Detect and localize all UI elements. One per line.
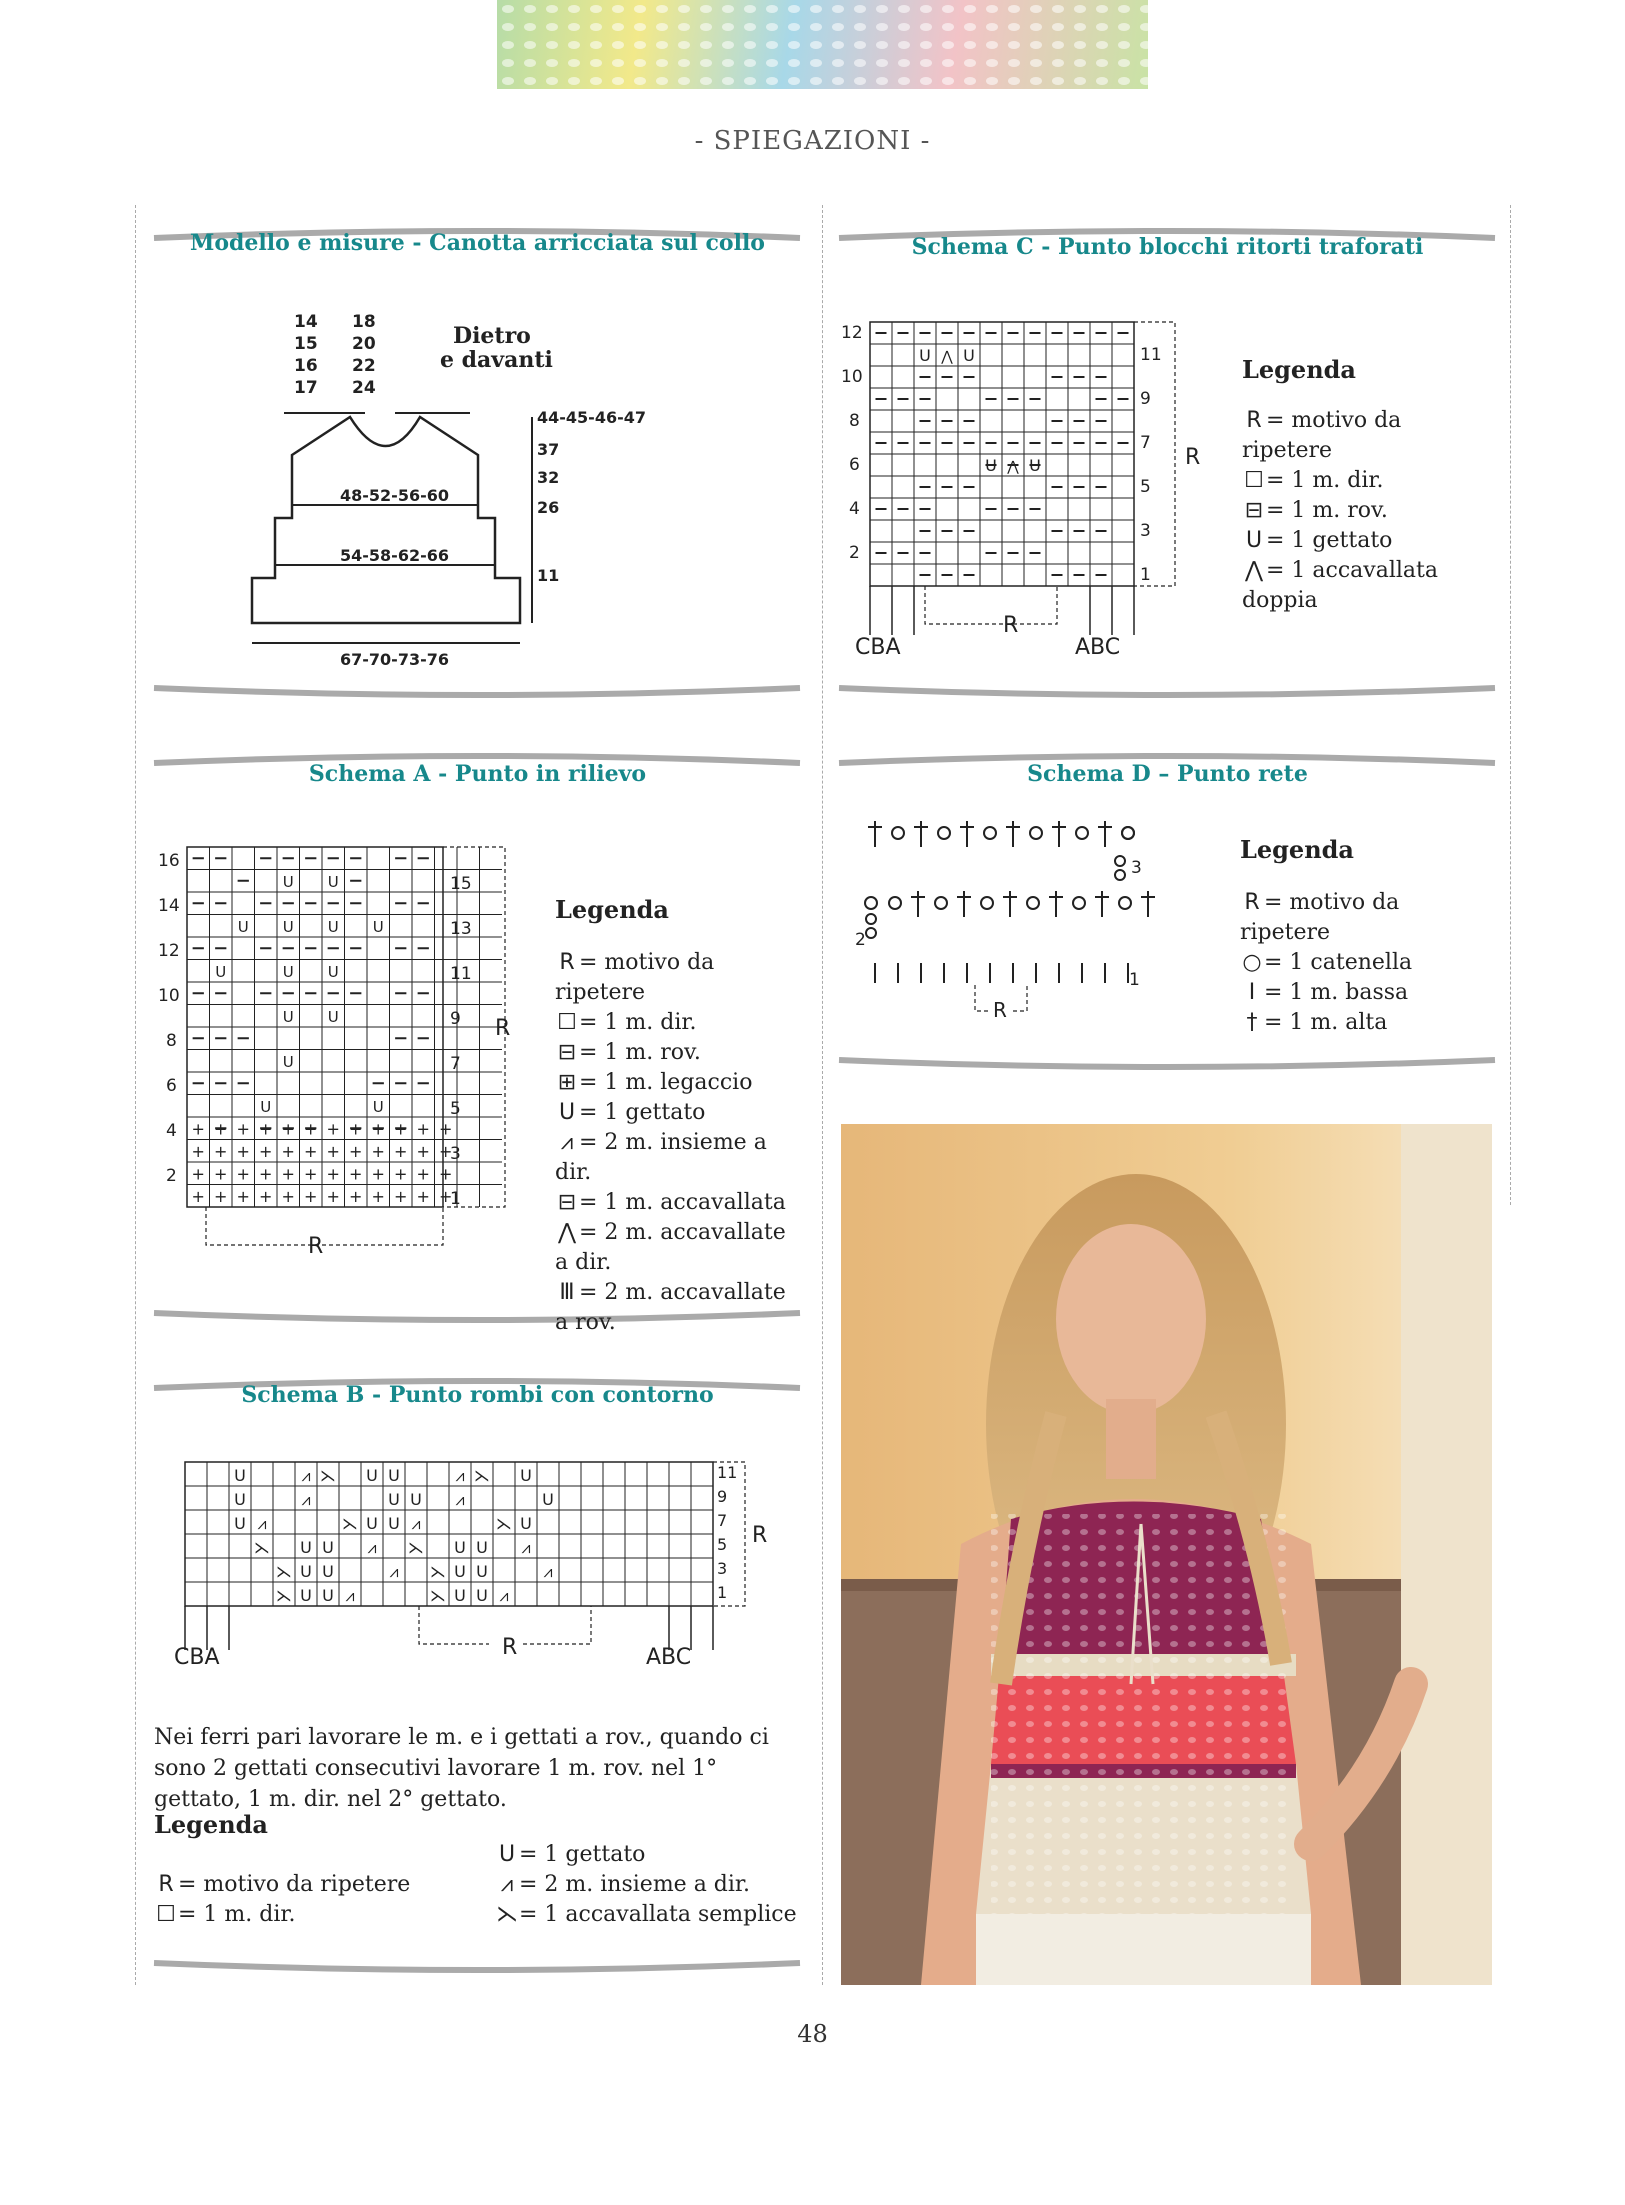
c-legend-item	[1242, 556, 1492, 616]
neck-col1-3: 17	[294, 378, 318, 398]
chain-mark	[938, 827, 950, 839]
stitch-symbol-mark: ⋋	[430, 1586, 446, 1605]
b-repeat-side: R	[752, 1523, 768, 1548]
stitch-symbol-mark: +	[214, 1142, 228, 1162]
c-legend-item	[1242, 526, 1492, 556]
stitch-symbol-mark: +	[236, 1164, 250, 1184]
stitch-symbol-mark: +	[394, 1164, 408, 1184]
c-legend-text: = 1 m. rov.	[1266, 498, 1388, 523]
d-row-3: 3	[1131, 858, 1142, 878]
stitch-symbol-mark: +	[214, 1119, 228, 1139]
neck-col1-1: 15	[294, 334, 318, 354]
neck-col2-2: 22	[352, 356, 376, 376]
stitch-symbol-mark: U	[327, 873, 339, 892]
c-legend-item	[1242, 406, 1492, 466]
d-legend-symbol: ○	[1242, 950, 1262, 975]
schema-d-legend	[1240, 835, 1490, 1038]
stitch-symbol-mark: +	[371, 1164, 385, 1184]
stitch-symbol-mark: +	[349, 1142, 363, 1162]
d-legend-item	[1240, 978, 1490, 1008]
stitch-symbol-mark: U	[282, 918, 294, 937]
stitch-symbol-mark: U	[1029, 456, 1041, 476]
stitch-symbol-mark: +	[214, 1187, 228, 1207]
a-row-2: 2	[166, 1166, 177, 1186]
schema-b-chart	[150, 1450, 805, 1680]
c-row-6: 6	[849, 455, 860, 475]
chain-mark	[889, 897, 901, 909]
b-legend-symbol: ⩘	[500, 1872, 514, 1897]
stitch-symbol-mark: +	[191, 1164, 205, 1184]
b-legend-item	[495, 1840, 805, 1870]
stitch-symbol-mark: +	[191, 1142, 205, 1162]
a-row-6: 6	[166, 1076, 177, 1096]
stitch-symbol-mark: +	[394, 1119, 408, 1139]
stitch-symbol-mark: U	[300, 1538, 312, 1557]
stitch-symbol-mark: U	[366, 1466, 378, 1485]
d-row-1: 1	[1129, 970, 1140, 990]
stitch-symbol-mark: +	[281, 1187, 295, 1207]
a-legend-title: Legenda	[555, 895, 669, 924]
width-mid: 54-58-62-66	[340, 546, 449, 565]
height-11: 11	[537, 566, 560, 585]
a-row-5: 5	[450, 1099, 461, 1119]
stitch-symbol-mark: U	[327, 1008, 339, 1027]
stitch-symbol-mark: U	[300, 1562, 312, 1581]
c-legend-text: = 1 m. dir.	[1266, 468, 1384, 493]
model-title: Modello e misure - Canotta arricciata sul collo	[190, 230, 765, 256]
d-legend-item	[1240, 948, 1490, 978]
a-legend-item	[555, 1038, 805, 1068]
d-repeat: R	[993, 998, 1007, 1022]
c-legend-symbol: ⋀	[1244, 558, 1264, 583]
schema-d-title: Schema D – Punto rete	[1027, 761, 1308, 787]
schema-b-title: Schema B - Punto rombi con contorno	[241, 1382, 714, 1408]
neck-col2-1: 20	[352, 334, 376, 354]
neck-col2-0: 18	[352, 312, 376, 332]
c-legend-item	[1242, 466, 1492, 496]
width-bottom: 67-70-73-76	[340, 650, 449, 669]
stitch-symbol-mark: +	[371, 1187, 385, 1207]
stitch-symbol-mark: U	[520, 1514, 532, 1533]
a-legend-text: = motivo da ripetere	[555, 950, 715, 1005]
stitch-symbol-mark: U	[237, 918, 249, 937]
neck-col1-2: 16	[294, 356, 318, 376]
stitch-symbol-mark: ⩘	[367, 1538, 377, 1557]
stitch-symbol-mark: ⩘	[543, 1562, 553, 1581]
stitch-symbol-mark: U	[476, 1538, 488, 1557]
a-legend-item	[555, 1278, 805, 1338]
chain-mark	[1030, 827, 1042, 839]
a-legend-text: = 1 gettato	[579, 1100, 706, 1125]
stitch-symbol-mark: ⩘	[499, 1586, 509, 1605]
stitch-symbol-mark: +	[304, 1142, 318, 1162]
stitch-symbol-mark: U	[322, 1562, 334, 1581]
stitch-symbol-mark: +	[236, 1187, 250, 1207]
a-legend-item	[555, 1008, 805, 1038]
b-row-7: 7	[717, 1511, 728, 1530]
schema-c-title: Schema C - Punto blocchi ritorti traforati	[911, 234, 1424, 260]
a-legend-text: = 2 m. accavallate a dir.	[555, 1220, 786, 1275]
stitch-symbol-mark: U	[366, 1514, 378, 1533]
d-row-2: 2	[855, 930, 866, 950]
c-legend-symbol: R	[1246, 408, 1262, 433]
side-label-1: Dietro	[453, 323, 531, 349]
stitch-symbol-mark: +	[304, 1164, 318, 1184]
stitch-symbol-mark: +	[416, 1187, 430, 1207]
a-legend-symbol: ⊟	[557, 1190, 577, 1215]
c-repeat-side: R	[1185, 445, 1201, 470]
d-legend-symbol: R	[1244, 890, 1260, 915]
b-cols-left: CBA	[174, 1645, 220, 1670]
c-legend-item	[1242, 496, 1492, 526]
a-legend-symbol: ⩘	[560, 1130, 574, 1155]
chain-mark	[1119, 897, 1131, 909]
c-row-7: 7	[1140, 433, 1151, 453]
c-row-9: 9	[1140, 389, 1151, 409]
a-row-13: 13	[450, 919, 472, 939]
stitch-symbol-mark: +	[281, 1142, 295, 1162]
stitch-symbol-mark: ⋋	[496, 1514, 512, 1533]
a-repeat-bottom: R	[308, 1234, 324, 1259]
guide-line-left	[135, 205, 136, 1985]
stitch-symbol-mark: ⋋	[254, 1538, 270, 1557]
a-row-1: 1	[450, 1189, 461, 1209]
schema-a-chart	[150, 835, 550, 1285]
stitch-symbol-mark: ⩘	[257, 1514, 267, 1533]
stitch-symbol-mark: U	[327, 918, 339, 937]
stitch-symbol-mark: +	[439, 1142, 453, 1162]
d-legend-text: = 1 m. alta	[1264, 1010, 1388, 1035]
stitch-symbol-mark: +	[349, 1164, 363, 1184]
stitch-symbol-mark: +	[439, 1187, 453, 1207]
stitch-symbol-mark: ⩘	[455, 1490, 465, 1509]
c-legend-text: = 1 gettato	[1266, 528, 1393, 553]
chain-mark	[1115, 856, 1125, 866]
neck-col2-3: 24	[352, 378, 376, 398]
a-row-11: 11	[450, 964, 472, 984]
stitch-symbol-mark: U	[282, 1008, 294, 1027]
stitch-symbol-mark: +	[416, 1142, 430, 1162]
b-legend-item	[495, 1870, 805, 1900]
c-row-3: 3	[1140, 521, 1151, 541]
stitch-symbol-mark: U	[388, 1466, 400, 1485]
c-row-2: 2	[849, 543, 860, 563]
schema-b-panel	[150, 1360, 805, 1990]
stitch-symbol-mark: +	[349, 1187, 363, 1207]
stitch-symbol-mark: ⩘	[301, 1466, 311, 1485]
b-legend-text: = 1 m. dir.	[178, 1902, 296, 1927]
chain-mark	[1076, 827, 1088, 839]
a-legend-symbol: Ⅲ	[559, 1280, 575, 1305]
stitch-symbol-mark: +	[281, 1119, 295, 1139]
a-legend-item	[555, 1188, 805, 1218]
stitch-symbol-mark: U	[282, 963, 294, 982]
model-photo	[841, 1124, 1492, 1985]
stitch-symbol-mark: ⋋	[320, 1466, 336, 1485]
chain-mark	[981, 897, 993, 909]
stitch-symbol-mark: +	[259, 1119, 273, 1139]
stitch-symbol-mark: +	[326, 1119, 340, 1139]
stitch-symbol-mark: +	[214, 1164, 228, 1184]
stitch-symbol-mark: +	[439, 1119, 453, 1139]
c-row-4: 4	[849, 499, 860, 519]
stitch-symbol-mark: ⋀	[1007, 459, 1019, 476]
stitch-symbol-mark: +	[416, 1119, 430, 1139]
page-number: 48	[797, 2020, 828, 2048]
d-legend-item	[1240, 1008, 1490, 1038]
c-legend-title: Legenda	[1242, 355, 1356, 384]
schema-d-panel	[835, 735, 1500, 1095]
stitch-symbol-mark: +	[439, 1164, 453, 1184]
stitch-symbol-mark: U	[410, 1490, 422, 1509]
stitch-symbol-mark: U	[454, 1538, 466, 1557]
b-legend-text: = motivo da ripetere	[178, 1872, 411, 1897]
c-cols-right: ABC	[1075, 635, 1121, 660]
b-legend-symbol: ☐	[156, 1902, 176, 1927]
chain-mark	[892, 827, 904, 839]
d-legend-symbol: I	[1248, 980, 1256, 1005]
stitch-symbol-mark: +	[236, 1119, 250, 1139]
stitch-symbol-mark: ⩘	[455, 1466, 465, 1485]
b-legend-item	[154, 1870, 474, 1900]
c-legend-symbol: U	[1245, 528, 1263, 553]
b-cols-right: ABC	[646, 1645, 692, 1670]
a-row-8: 8	[166, 1031, 177, 1051]
c-cols-left: CBA	[855, 635, 901, 660]
model-schematic	[240, 305, 720, 685]
header-yarn-image	[497, 0, 1148, 89]
stitch-symbol-mark: +	[304, 1187, 318, 1207]
a-legend-item	[555, 948, 805, 1008]
stitch-symbol-mark: U	[963, 346, 975, 366]
stitch-symbol-mark: U	[388, 1514, 400, 1533]
b-legend-text: = 1 accavallata semplice	[519, 1902, 797, 1927]
c-row-1: 1	[1140, 565, 1151, 585]
guide-line-middle	[822, 205, 823, 1985]
b-legend-text: = 1 gettato	[519, 1842, 646, 1867]
a-legend-symbol: ⊟	[557, 1040, 577, 1065]
a-row-16: 16	[158, 851, 180, 871]
stitch-symbol-mark: ⋋	[474, 1466, 490, 1485]
schema-c-panel	[835, 210, 1500, 710]
b-row-3: 3	[717, 1559, 728, 1578]
stitch-symbol-mark: U	[234, 1466, 246, 1485]
stitch-symbol-mark: U	[322, 1538, 334, 1557]
height-26: 26	[537, 498, 560, 517]
c-legend-symbol: ⊟	[1244, 498, 1264, 523]
stitch-symbol-mark: +	[191, 1187, 205, 1207]
a-row-7: 7	[450, 1054, 461, 1074]
stitch-symbol-mark: ⋋	[408, 1538, 424, 1557]
stitch-symbol-mark: U	[454, 1562, 466, 1581]
stitch-symbol-mark: +	[236, 1142, 250, 1162]
b-row-9: 9	[717, 1487, 728, 1506]
a-row-12: 12	[158, 941, 180, 961]
stitch-symbol-mark: ⩘	[301, 1490, 311, 1509]
stitch-symbol-mark: +	[371, 1142, 385, 1162]
a-legend-item	[555, 1218, 805, 1278]
chain-mark	[866, 914, 876, 924]
stitch-symbol-mark: +	[416, 1164, 430, 1184]
stitch-symbol-mark: ⩘	[345, 1586, 355, 1605]
a-row-15: 15	[450, 874, 472, 894]
c-repeat-bottom: R	[1003, 613, 1019, 638]
b-legend-left	[154, 1870, 474, 1930]
stitch-symbol-mark: +	[259, 1142, 273, 1162]
d-legend-symbol: †	[1246, 1010, 1258, 1035]
stitch-symbol-mark: U	[282, 873, 294, 892]
stitch-symbol-mark: ⋋	[276, 1562, 292, 1581]
schema-c-chart	[835, 310, 1245, 670]
c-legend-text: = 1 accavallata doppia	[1242, 558, 1438, 613]
a-row-14: 14	[158, 896, 180, 916]
a-legend-text: = 1 m. legaccio	[579, 1070, 753, 1095]
stitch-symbol-mark: U	[300, 1586, 312, 1605]
stitch-symbol-mark: ⋀	[941, 349, 953, 366]
side-label-2: e davanti	[440, 347, 553, 373]
chain-mark	[1115, 870, 1125, 880]
c-row-8: 8	[849, 411, 860, 431]
stitch-symbol-mark: U	[542, 1490, 554, 1509]
a-row-4: 4	[166, 1121, 177, 1141]
stitch-symbol-mark: +	[259, 1164, 273, 1184]
chain-mark	[866, 928, 876, 938]
stitch-symbol-mark: U	[234, 1490, 246, 1509]
schema-a-panel	[150, 735, 805, 1335]
chain-mark	[1027, 897, 1039, 909]
a-row-10: 10	[158, 986, 180, 1006]
a-legend-symbol: ☐	[557, 1010, 577, 1035]
a-legend-item	[555, 1128, 805, 1188]
section-label: - SPIEGAZIONI -	[694, 126, 931, 156]
b-legend-symbol: R	[158, 1872, 174, 1897]
stitch-symbol-mark: +	[281, 1164, 295, 1184]
width-upper: 48-52-56-60	[340, 486, 449, 505]
stitch-symbol-mark: +	[326, 1142, 340, 1162]
model-photo-illustration	[841, 1124, 1492, 1985]
schema-b-note: Nei ferri pari lavorare le m. e i gettati a rov., quando ci sono 2 gettati consecutivi lavorare 1 m. rov. nel 1° gettato, 1 m. dir. nel 2° gettato.	[154, 1725, 769, 1812]
stitch-symbol-mark: U	[260, 1098, 272, 1117]
schema-a-title: Schema A - Punto in rilievo	[308, 761, 647, 787]
stitch-symbol-mark: ⋋	[342, 1514, 358, 1533]
d-legend-title: Legenda	[1240, 835, 1354, 864]
neck-col1-0: 14	[294, 312, 318, 332]
c-row-12: 12	[841, 323, 863, 343]
chain-mark	[865, 897, 877, 909]
b-legend-text: = 2 m. insieme a dir.	[519, 1872, 751, 1897]
b-legend-symbol: U	[498, 1842, 516, 1867]
a-row-9: 9	[450, 1009, 461, 1029]
c-legend-text: = motivo da ripetere	[1242, 408, 1402, 463]
b-legend-item	[495, 1900, 805, 1930]
stitch-symbol-mark: +	[191, 1119, 205, 1139]
a-legend-text: = 1 m. rov.	[579, 1040, 701, 1065]
b-legend-right	[495, 1840, 805, 1930]
stitch-symbol-mark: ⋋	[276, 1586, 292, 1605]
chain-mark	[1073, 897, 1085, 909]
stitch-symbol-mark: U	[372, 1098, 384, 1117]
schema-c-legend	[1242, 355, 1492, 616]
stitch-symbol-mark: U	[520, 1466, 532, 1485]
stitch-symbol-mark: +	[394, 1187, 408, 1207]
a-legend-symbol: ⊞	[557, 1070, 577, 1095]
a-legend-item	[555, 1098, 805, 1128]
a-legend-symbol: ⋀	[557, 1220, 577, 1245]
stitch-symbol-mark: ⩘	[411, 1514, 421, 1533]
b-row-5: 5	[717, 1535, 728, 1554]
c-row-11: 11	[1140, 345, 1162, 365]
d-legend-text: = motivo da ripetere	[1240, 890, 1400, 945]
guide-line-right	[1510, 205, 1511, 1205]
stitch-symbol-mark: U	[476, 1586, 488, 1605]
height-37: 37	[537, 440, 560, 459]
height-top: 44-45-46-47	[537, 408, 646, 427]
d-legend-item	[1240, 888, 1490, 948]
stitch-symbol-mark: +	[394, 1142, 408, 1162]
stitch-symbol-mark: U	[215, 963, 227, 982]
a-legend-text: = 2 m. insieme a dir.	[555, 1130, 767, 1185]
b-row-11: 11	[717, 1463, 738, 1482]
schema-d-chart	[835, 815, 1165, 1035]
c-row-5: 5	[1140, 477, 1151, 497]
stitch-symbol-mark: +	[304, 1119, 318, 1139]
a-legend-symbol: R	[559, 950, 575, 975]
stitch-symbol-mark: U	[327, 963, 339, 982]
a-row-3: 3	[450, 1144, 461, 1164]
stitch-symbol-mark: +	[349, 1119, 363, 1139]
a-legend-text: = 1 m. accavallata	[579, 1190, 786, 1215]
stitch-symbol-mark: +	[326, 1187, 340, 1207]
a-repeat-side: R	[495, 1016, 511, 1041]
c-legend-symbol: ☐	[1244, 468, 1264, 493]
b-row-1: 1	[717, 1583, 728, 1602]
schema-a-legend	[555, 895, 805, 1338]
stitch-symbol-mark: +	[326, 1164, 340, 1184]
stitch-symbol-mark: U	[388, 1490, 400, 1509]
a-legend-symbol: U	[558, 1100, 576, 1125]
chain-mark	[935, 897, 947, 909]
a-legend-text: = 2 m. accavallate a rov.	[555, 1280, 786, 1335]
d-legend-text: = 1 catenella	[1264, 950, 1413, 975]
stitch-symbol-mark: +	[259, 1187, 273, 1207]
stitch-symbol-mark: U	[985, 456, 997, 476]
stitch-symbol-mark: U	[372, 918, 384, 937]
height-32: 32	[537, 468, 560, 487]
c-row-10: 10	[841, 367, 863, 387]
stitch-symbol-mark: U	[454, 1586, 466, 1605]
stitch-symbol-mark: U	[234, 1514, 246, 1533]
stitch-symbol-mark: ⩘	[389, 1562, 399, 1581]
b-legend-symbol: ⋋	[496, 1902, 518, 1927]
model-panel	[150, 210, 805, 710]
b-legend-item	[154, 1900, 474, 1930]
b-repeat-bottom: R	[502, 1635, 518, 1660]
stitch-symbol-mark: U	[282, 1053, 294, 1072]
stitch-symbol-mark: U	[476, 1562, 488, 1581]
stitch-symbol-mark: +	[371, 1119, 385, 1139]
d-legend-text: = 1 m. bassa	[1264, 980, 1409, 1005]
stitch-symbol-mark: U	[919, 346, 931, 366]
stitch-symbol-mark: U	[322, 1586, 334, 1605]
chain-mark	[984, 827, 996, 839]
chain-mark	[1122, 827, 1134, 839]
stitch-symbol-mark: ⋋	[430, 1562, 446, 1581]
b-legend-title: Legenda	[154, 1810, 268, 1839]
a-legend-item	[555, 1068, 805, 1098]
a-legend-text: = 1 m. dir.	[579, 1010, 697, 1035]
stitch-symbol-mark: ⩘	[521, 1538, 531, 1557]
